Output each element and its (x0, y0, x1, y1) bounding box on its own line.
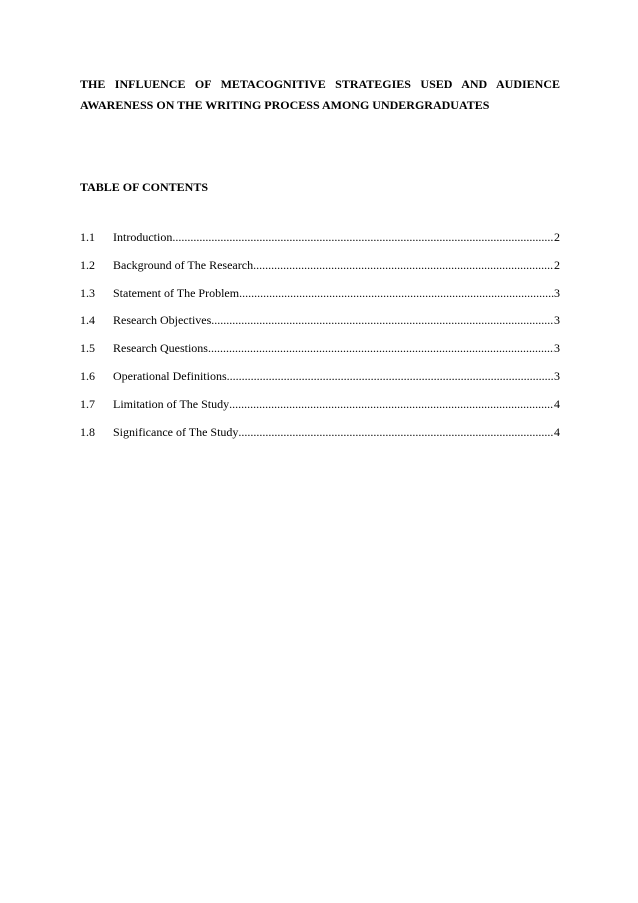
toc-entry-number: 1.8 (80, 424, 95, 439)
toc-entry[interactable] (80, 229, 560, 257)
toc-entry-page: 3 (554, 313, 560, 328)
toc-entry-number: 1.4 (80, 313, 95, 328)
toc-entry[interactable] (80, 340, 560, 368)
toc-dot-leader (238, 424, 554, 440)
toc-entry-number: 1.6 (80, 368, 95, 383)
toc-entry-page: 3 (554, 341, 560, 356)
toc-entry[interactable] (80, 312, 560, 340)
toc-entry-page: 2 (554, 230, 560, 244)
toc-heading: TABLE OF CONTENTS (80, 180, 209, 194)
toc-entry-page: 4 (554, 424, 560, 439)
toc-entry-page: 2 (554, 257, 560, 272)
toc-dot-leader (227, 368, 554, 384)
toc-entry-title: Research Questions (113, 341, 208, 356)
title-line-1: THE INFLUENCE OF METACOGNITIVE STRATEGIES USED AND AUDIENCE (80, 77, 560, 91)
toc-dot-leader (239, 285, 554, 301)
toc-entry-title: Limitation of The Study (113, 396, 230, 411)
toc-entry[interactable] (80, 396, 560, 424)
toc-entry-number: 1.7 (80, 396, 95, 411)
toc-entry-number: 1.1 (80, 230, 95, 244)
toc-dot-leader (253, 257, 554, 273)
toc-entry-page: 3 (554, 368, 560, 383)
toc-entry[interactable] (80, 257, 560, 285)
toc-entry[interactable] (80, 285, 560, 313)
toc-dot-leader (229, 396, 554, 412)
toc-entry[interactable] (80, 424, 560, 452)
toc-dot-leader (208, 340, 554, 356)
document-title (80, 74, 560, 116)
toc-entry-title: Significance of The Study (113, 424, 239, 439)
toc-entry-page: 4 (554, 396, 560, 411)
toc-entry-title: Statement of The Problem (113, 285, 240, 300)
toc-entry-title: Research Objectives (113, 313, 212, 328)
toc-entry-number: 1.3 (80, 285, 95, 300)
toc-entry-title: Introduction (113, 230, 173, 244)
table-of-contents (80, 229, 560, 451)
toc-entry-number: 1.2 (80, 257, 95, 272)
toc-entry-title: Background of The Research (113, 257, 254, 272)
toc-dot-leader (211, 312, 554, 328)
title-line-2: AWARENESS ON THE WRITING PROCESS AMONG UNDERGRADUATES (80, 98, 490, 112)
toc-entry-number: 1.5 (80, 341, 95, 356)
toc-entry-page: 3 (554, 285, 560, 300)
toc-entry-title: Operational Definitions (113, 368, 227, 383)
toc-entry[interactable] (80, 368, 560, 396)
toc-dot-leader (172, 229, 554, 245)
